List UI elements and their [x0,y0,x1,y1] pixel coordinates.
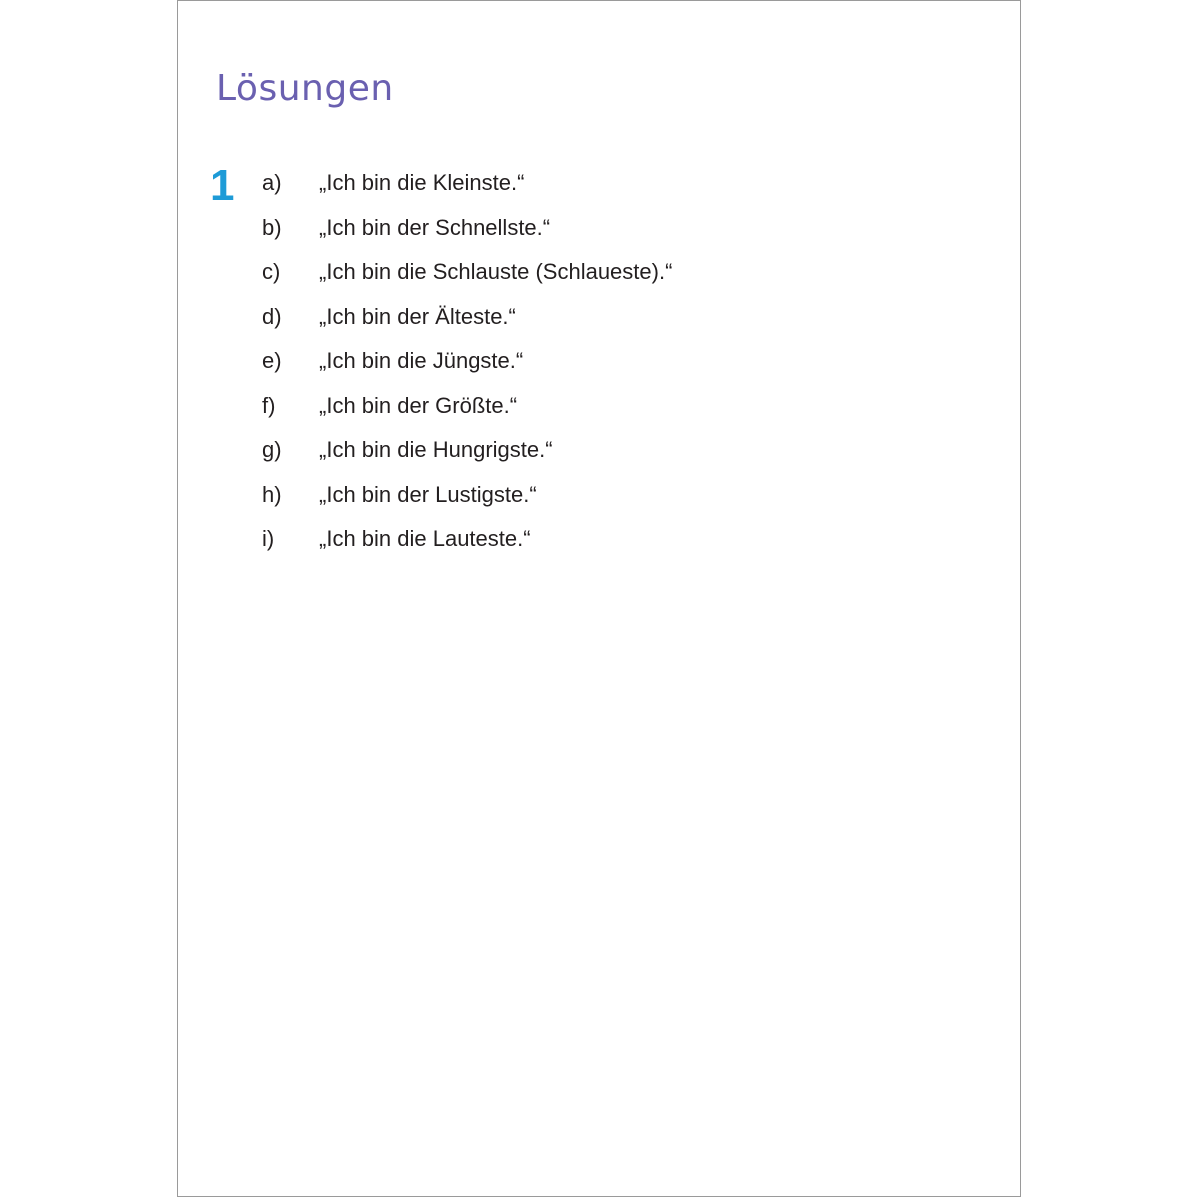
answer-text: „Ich bin die Jüngste.“ [319,348,524,373]
answer-item-i [262,527,672,572]
answer-text: „Ich bin die Lauteste.“ [319,526,531,551]
answer-item-b [262,216,672,261]
answer-letter: h) [262,481,282,507]
answer-text: „Ich bin der Schnellste.“ [319,214,551,240]
answer-item-h [262,483,672,528]
answer-item-d [262,305,672,350]
answer-letter: a) [262,170,282,195]
answer-item-c [262,260,672,305]
answer-item-g [262,438,672,483]
exercise-number: 1 [210,161,235,210]
answer-letter: i) [262,526,275,551]
answer-text: „Ich bin der Lustigste.“ [319,481,537,507]
page-title: Lösungen [216,68,394,109]
answer-letter: c) [262,259,281,284]
answer-text: „Ich bin der Älteste.“ [319,303,516,329]
answer-text: „Ich bin die Hungrigste.“ [319,437,553,462]
answer-text: „Ich bin die Kleinste.“ [319,170,525,195]
answer-text: „Ich bin die Schlauste (Schlaueste).“ [319,259,673,284]
answer-letter: e) [262,348,282,373]
answer-letter: f) [262,392,276,418]
answer-letter: d) [262,303,282,329]
answer-item-f [262,394,672,439]
answer-list [262,171,672,572]
answer-letter: g) [262,437,282,462]
answer-letter: b) [262,214,282,240]
answer-text: „Ich bin der Größte.“ [319,392,518,418]
answer-item-a [262,171,672,216]
document-page [177,0,1021,1197]
answer-item-e [262,349,672,394]
